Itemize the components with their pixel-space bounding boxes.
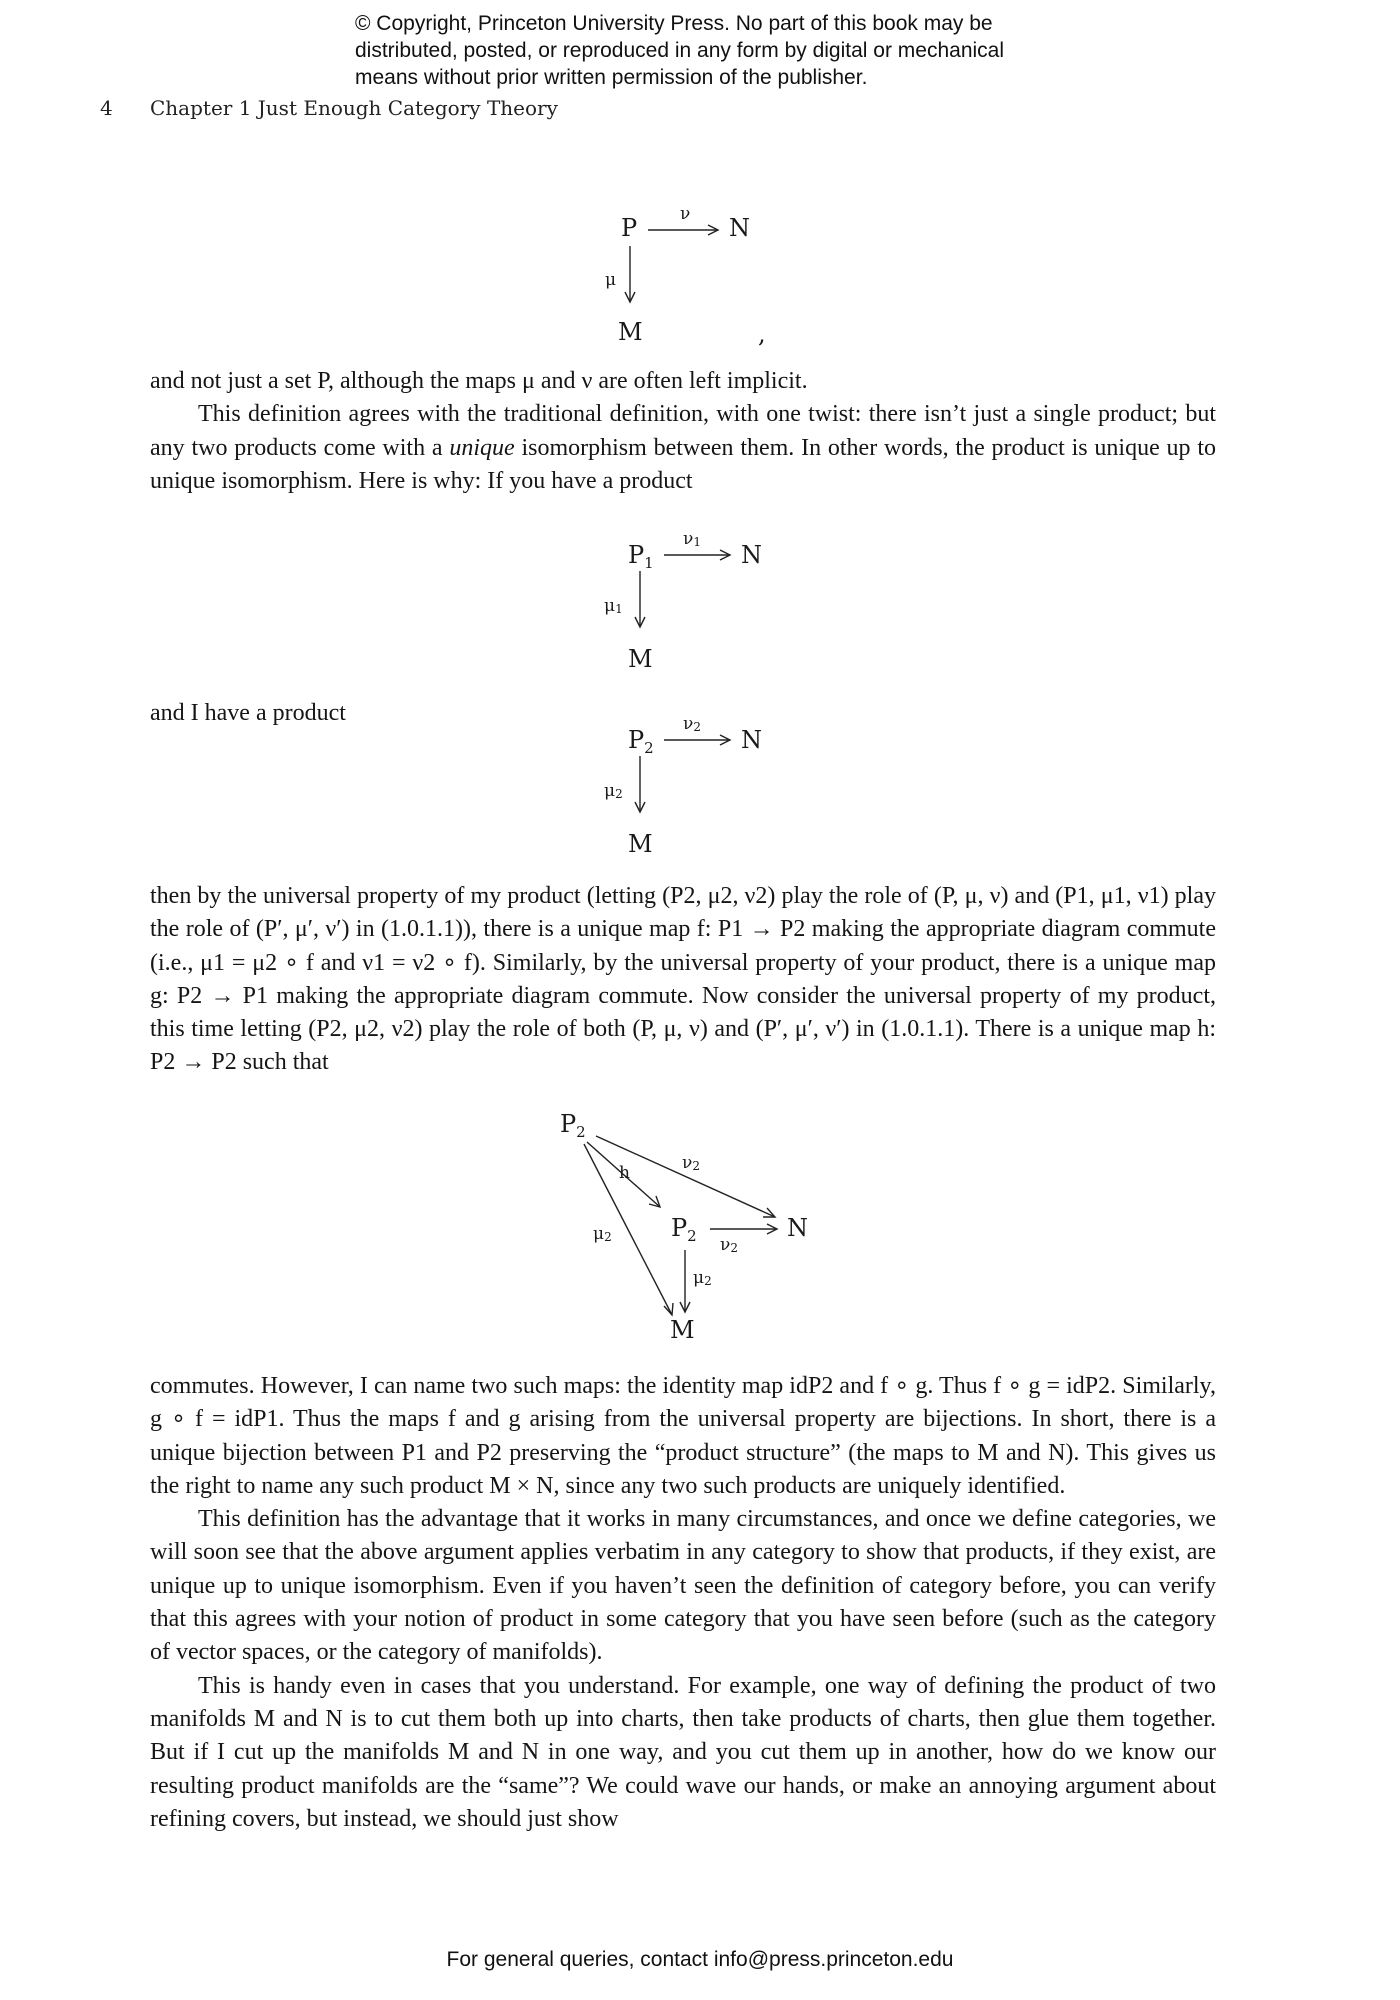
node-m: M	[628, 645, 653, 673]
product-diagram-1	[600, 525, 800, 675]
label-nu2-long: ν2	[682, 1153, 700, 1173]
product-diagram-2	[600, 710, 800, 860]
commuting-diagram	[540, 1100, 860, 1350]
running-head-title: Chapter 1 Just Enough Category Theory	[150, 96, 558, 120]
node-n: N	[741, 726, 762, 754]
node-m: M	[670, 1316, 695, 1344]
node-p1: $P_1$	[628, 541, 654, 572]
label-h: h	[619, 1163, 630, 1183]
running-header	[100, 96, 558, 120]
page-number: 4	[100, 96, 113, 120]
label-mu: μ	[605, 270, 617, 290]
text-block-4	[150, 1370, 1216, 1836]
paragraph-universal-property: then by the universal property of my product (letting (P2, μ2, ν2) play the role of (P, μ, ν) and (P1, μ1, ν1) play the role of (P′, μ′, ν′) in (1.0.1.1)), there is a unique map f: P1 → P2 making the appropriate diagram commute (i.e., μ1 = μ2 ∘ f and ν1 = ν2 ∘ f). Similarly, by the universal property of your product, there is a unique map g: P2 → P1 making the appropriate diagram commute. Now consider the universal property of my product, this time letting (P2, μ2, ν2) play the role of both (P, μ, ν) and (P′, μ′, ν′) in (1.0.1.1). There is a unique map h: P2 → P2 such that	[150, 883, 1216, 1076]
node-m: M	[628, 830, 653, 858]
copyright-notice	[355, 10, 1115, 91]
label-nu1: ν1	[683, 529, 701, 549]
commuting-diagram-arrows	[540, 1100, 860, 1350]
node-p: P	[621, 214, 638, 242]
label-mu2-short: μ2	[693, 1268, 712, 1288]
paragraph-bijection: commutes. However, I can name two such maps: the identity map idP2 and f ∘ g. Thus f ∘ g = idP2. Similarly, g ∘ f = idP1. Thus the maps f and g arising from the universal property are bijections. In short, there is a unique bijection between P1 and P2 preserving the “product structure” (the maps to M and N). This gives us the right to name any such product M × N, since any two such products are uniquely identified.	[150, 1373, 1216, 1499]
text-block-3	[150, 880, 1216, 1080]
footer-contact: For general queries, contact info@press.princeton.edu	[446, 1948, 954, 1971]
label-nu2: ν2	[683, 714, 701, 734]
emphasis-unique: unique	[449, 434, 515, 461]
node-p2-middle: $P_2$	[671, 1214, 697, 1245]
node-m: M	[618, 318, 643, 346]
text-block-1	[150, 365, 1216, 498]
label-nu: ν	[680, 204, 691, 224]
text-block-2	[150, 697, 550, 730]
copyright-line-2: distributed, posted, or reproduced in any form by digital or mechanical	[355, 39, 1005, 62]
copyright-line-3: means without prior written permission of the publisher.	[355, 66, 868, 89]
label-mu2-long: μ2	[593, 1224, 612, 1244]
node-n: N	[787, 1214, 808, 1242]
node-p2: $P_2$	[628, 726, 654, 757]
node-n: N	[729, 214, 750, 242]
label-nu2-short: ν2	[720, 1235, 738, 1255]
paragraph-advantage: This definition has the advantage that it works in many circumstances, and once we define categories, we will soon see that the above argument applies verbatim in any category to show that products, if they exist, are unique up to unique isomorphism. Even if you haven’t seen the definition of category before, you can verify that this agrees with your notion of product in some category that you have seen before (such as the category of vector spaces, or the category of manifolds).	[150, 1506, 1216, 1666]
node-n: N	[741, 541, 762, 569]
node-p2-top: $P_2$	[560, 1110, 586, 1141]
label-mu2: μ2	[604, 781, 623, 801]
copyright-line-1: © Copyright, Princeton University Press. No part of this book may be	[355, 12, 993, 35]
diagram-comma: ,	[758, 320, 766, 348]
paragraph-and-i-have: and I have a product	[150, 700, 346, 726]
label-mu1: μ1	[604, 596, 623, 616]
paragraph-manifolds: This is handy even in cases that you understand. For example, one way of defining the product of two manifolds M and N is to cut them both up into charts, then take products of charts, then glue them together. But if I cut up the manifolds M and N in one way, and you cut them up in another, how do we know our resulting product manifolds are the “same”? We could wave our hands, or make an annoying argument about refining covers, but instead, we should just show	[150, 1672, 1216, 1832]
product-diagram	[600, 200, 800, 350]
paragraph-implicit-maps: and not just a set P, although the maps μ and ν are often left implicit.	[150, 368, 808, 394]
paragraph-uniqueness: This definition agrees with the traditional definition, with one twist: there isn’t just a single product; but any two products come with a unique isomorphism between them. In other words, the product is unique up to unique isomorphism. Here is why: If you have a product	[150, 401, 1216, 494]
